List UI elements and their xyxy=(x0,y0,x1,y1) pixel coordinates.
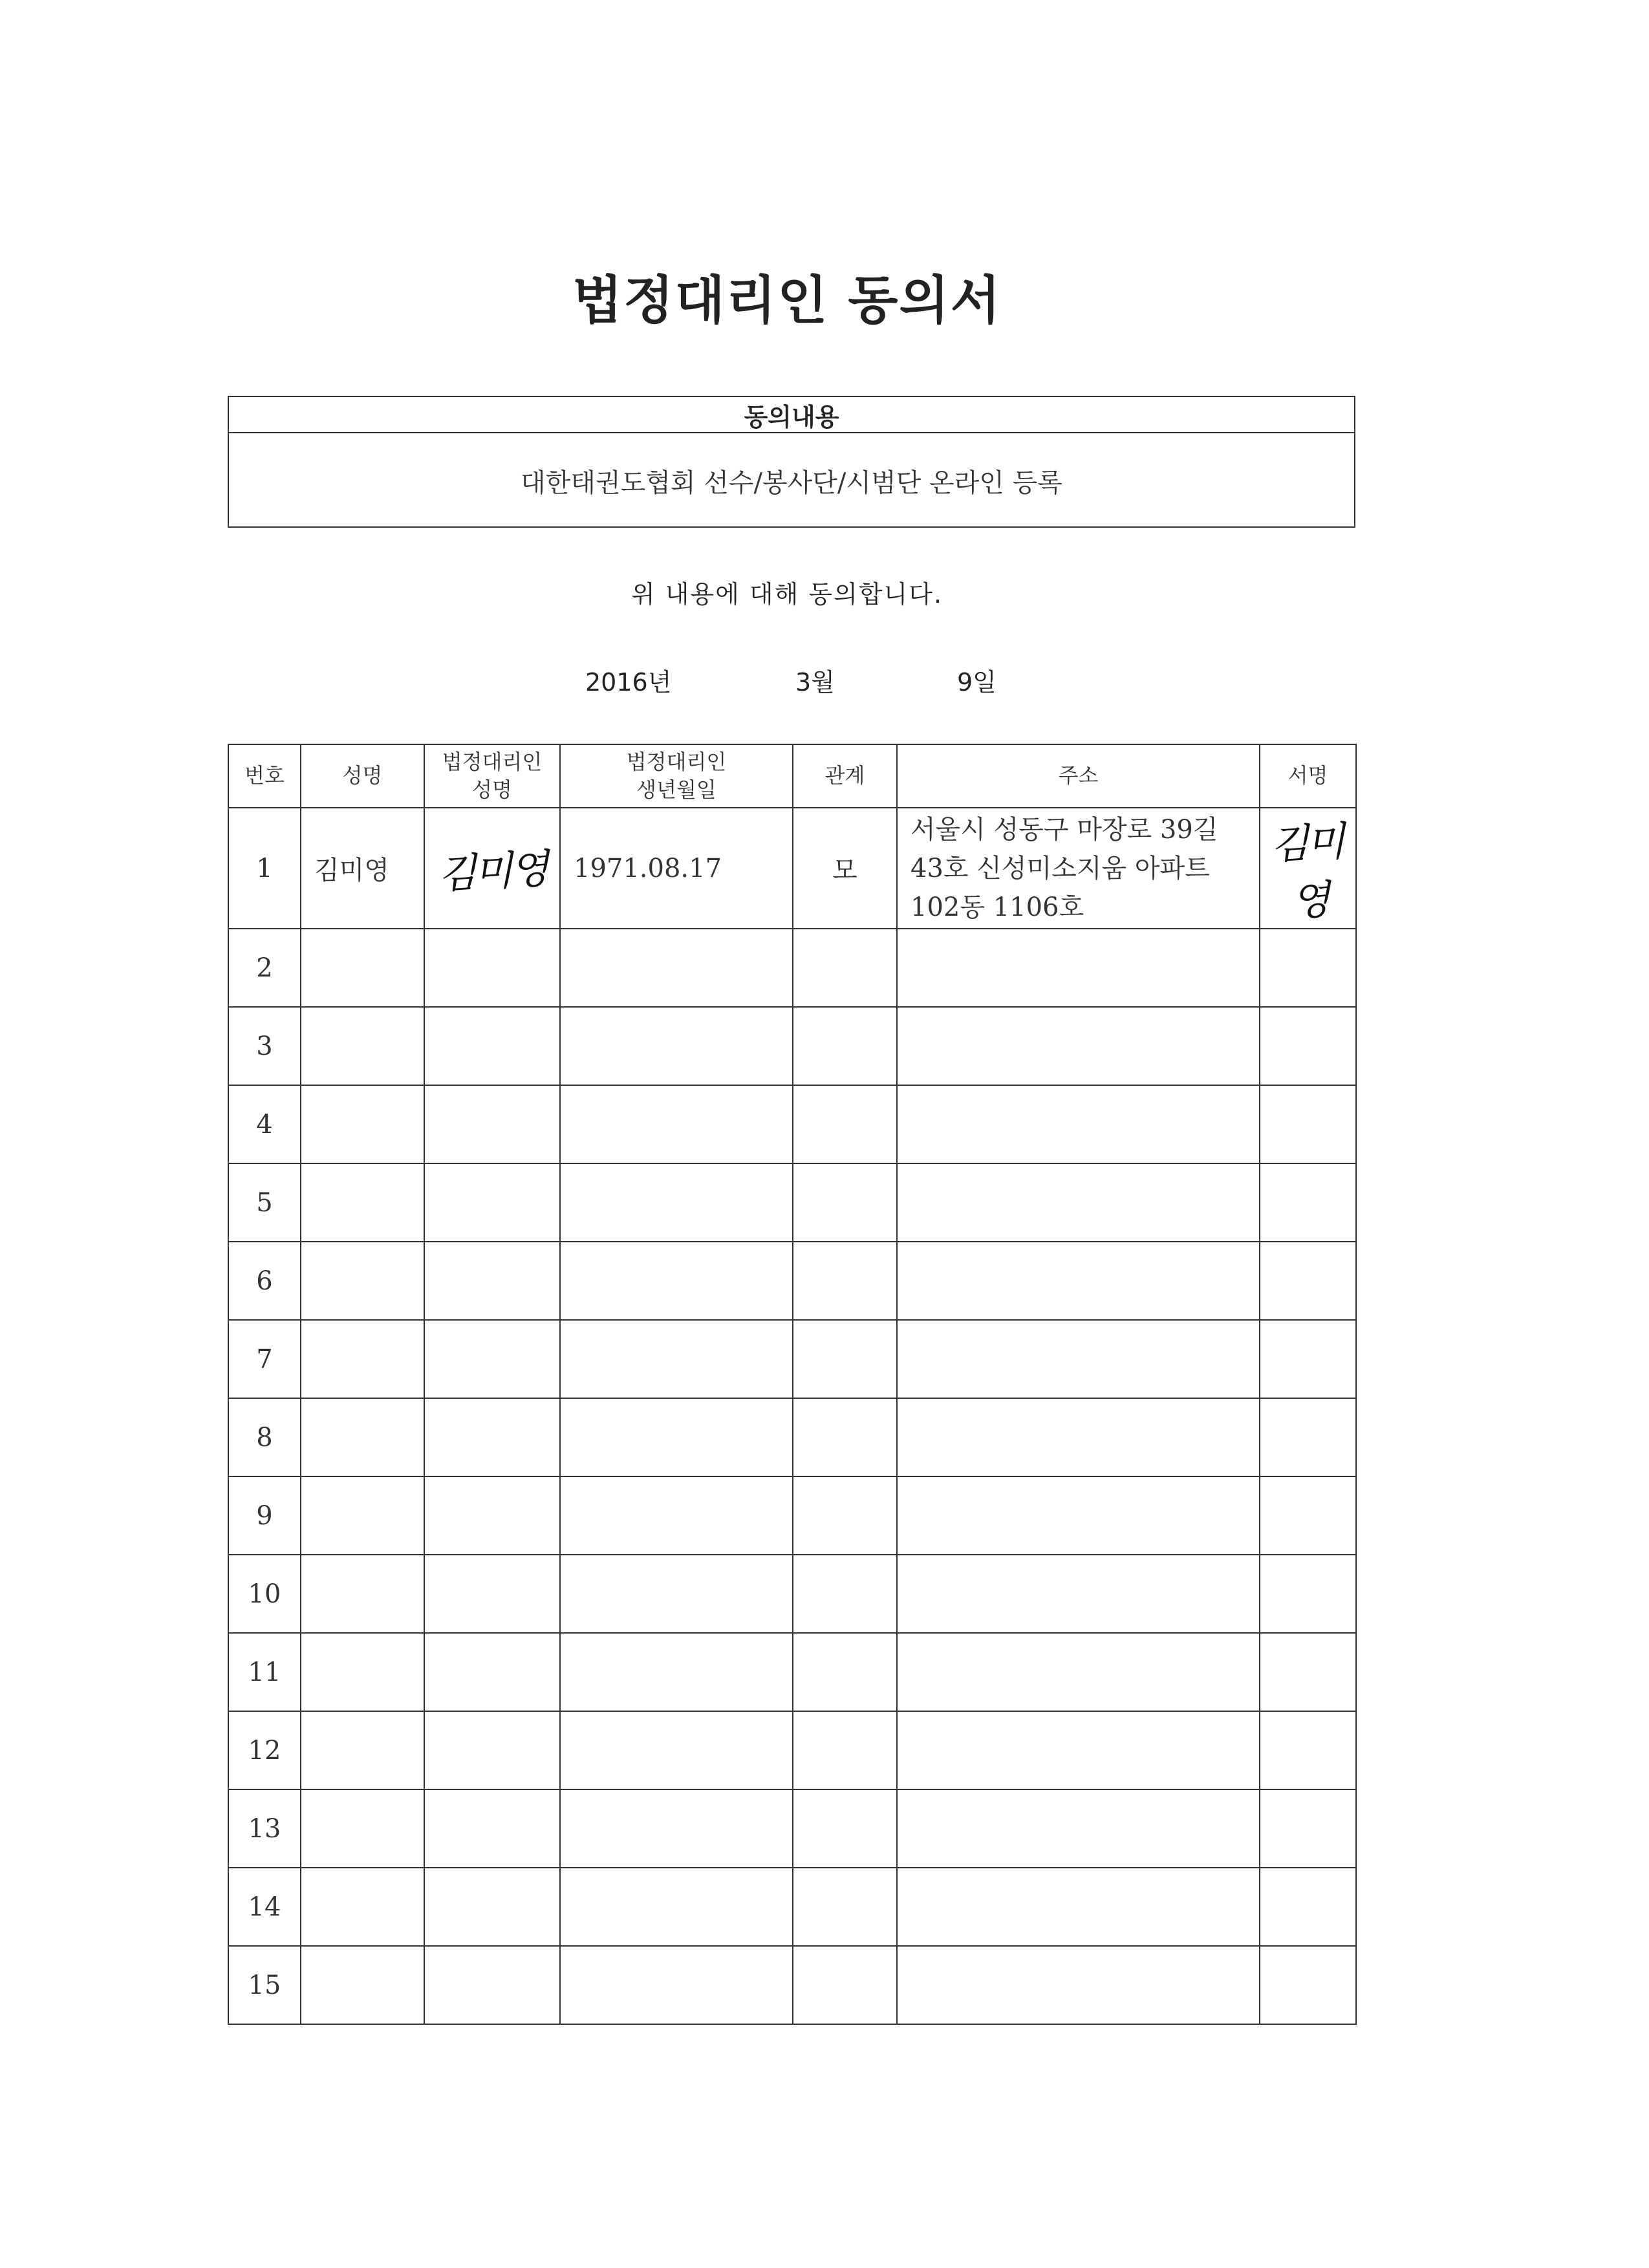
row-rep-dob xyxy=(560,929,793,1007)
row-name xyxy=(301,1007,424,1085)
row-number: 13 xyxy=(228,1789,301,1868)
row-rep-dob xyxy=(560,1242,793,1320)
row-signature xyxy=(1260,1398,1356,1476)
row-number: 5 xyxy=(228,1163,301,1242)
header-rep-name-line2: 성명 xyxy=(472,777,512,802)
row-name xyxy=(301,1711,424,1789)
row-name xyxy=(301,1085,424,1163)
row-name xyxy=(301,1476,424,1555)
row-rep-dob xyxy=(560,1868,793,1946)
row-number: 12 xyxy=(228,1711,301,1789)
header-signature: 서명 xyxy=(1260,744,1356,808)
consent-content: 대한태권도협회 선수/봉사단/시범단 온라인 등록 xyxy=(521,468,1062,498)
row-number: 14 xyxy=(228,1868,301,1946)
header-name: 성명 xyxy=(301,744,424,808)
row-number: 11 xyxy=(228,1633,301,1711)
row-address xyxy=(897,1163,1260,1242)
row-relation xyxy=(793,1946,897,2024)
header-number: 번호 xyxy=(228,744,301,808)
row-rep-name xyxy=(424,1163,560,1242)
row-address xyxy=(897,1633,1260,1711)
row-rep-name xyxy=(424,1320,560,1398)
row-address xyxy=(897,1868,1260,1946)
row-address xyxy=(897,1242,1260,1320)
date-month: 3월 xyxy=(795,668,835,697)
table-row xyxy=(228,1868,1356,1946)
row-rep-name xyxy=(424,1946,560,2024)
row-address xyxy=(897,929,1260,1007)
header-rep-dob-line1: 법정대리인 xyxy=(626,749,727,774)
row-address xyxy=(897,1085,1260,1163)
row-name xyxy=(301,1633,424,1711)
header-address: 주소 xyxy=(897,744,1260,808)
table-row xyxy=(228,1398,1356,1476)
row-relation xyxy=(793,1398,897,1476)
table-header-row xyxy=(228,744,1356,808)
row-address xyxy=(897,1789,1260,1868)
agreement-statement: 위 내용에 대해 동의합니다. xyxy=(630,580,943,609)
row-number: 6 xyxy=(228,1242,301,1320)
row-name xyxy=(301,1320,424,1398)
table-row xyxy=(228,1085,1356,1163)
row-relation xyxy=(793,1711,897,1789)
row-address xyxy=(897,1946,1260,2024)
row-relation xyxy=(793,929,897,1007)
row-signature xyxy=(1260,1633,1356,1711)
address-line3: 102동 1106호 xyxy=(911,892,1084,922)
table-row xyxy=(228,1789,1356,1868)
table-row xyxy=(228,1163,1356,1242)
row-name xyxy=(301,1789,424,1868)
row-name: 김미영 xyxy=(301,808,424,929)
row-rep-name xyxy=(424,1398,560,1476)
row-rep-name xyxy=(424,1085,560,1163)
header-rep-name-line1: 법정대리인 xyxy=(442,749,543,774)
row-rep-name xyxy=(424,1789,560,1868)
row-name xyxy=(301,1868,424,1946)
row-address xyxy=(897,1007,1260,1085)
row-rep-name xyxy=(424,929,560,1007)
row-number: 7 xyxy=(228,1320,301,1398)
header-rep-dob xyxy=(560,744,793,808)
row-signature xyxy=(1260,1868,1356,1946)
row-relation xyxy=(793,1163,897,1242)
row-rep-dob xyxy=(560,1789,793,1868)
consent-header: 동의내용 xyxy=(229,397,1354,433)
row-name xyxy=(301,1242,424,1320)
row-name xyxy=(301,1946,424,2024)
row-rep-dob: 1971.08.17 xyxy=(560,808,793,929)
table-row xyxy=(228,1711,1356,1789)
row-rep-name xyxy=(424,1868,560,1946)
row-number: 10 xyxy=(228,1555,301,1633)
consent-box xyxy=(228,396,1355,528)
row-rep-dob xyxy=(560,1555,793,1633)
row-signature xyxy=(1260,1946,1356,2024)
row-signature xyxy=(1260,1163,1356,1242)
row-name xyxy=(301,929,424,1007)
row-rep-dob xyxy=(560,1007,793,1085)
row-rep-name xyxy=(424,1633,560,1711)
address-line2: 43호 신성미소지움 아파트 xyxy=(911,853,1210,883)
row-name xyxy=(301,1555,424,1633)
row-number: 8 xyxy=(228,1398,301,1476)
row-signature xyxy=(1260,1320,1356,1398)
row-relation: 모 xyxy=(793,808,897,929)
row-number: 3 xyxy=(228,1007,301,1085)
row-rep-name xyxy=(424,1711,560,1789)
date-day: 9일 xyxy=(957,668,997,697)
row-number: 4 xyxy=(228,1085,301,1163)
row-rep-name xyxy=(424,1555,560,1633)
row-rep-dob xyxy=(560,1398,793,1476)
header-rep-dob-line2: 생년월일 xyxy=(636,777,717,802)
row-number: 2 xyxy=(228,929,301,1007)
row-rep-dob xyxy=(560,1320,793,1398)
row-number: 15 xyxy=(228,1946,301,2024)
row-signature xyxy=(1260,1555,1356,1633)
row-relation xyxy=(793,1476,897,1555)
table-row xyxy=(228,1946,1356,2024)
row-rep-dob xyxy=(560,1476,793,1555)
row-address xyxy=(897,808,1260,929)
row-relation xyxy=(793,1633,897,1711)
row-rep-name xyxy=(424,1007,560,1085)
row-signature xyxy=(1260,1085,1356,1163)
row-rep-dob xyxy=(560,1633,793,1711)
table-row xyxy=(228,1476,1356,1555)
row-rep-dob xyxy=(560,1946,793,2024)
row-address xyxy=(897,1476,1260,1555)
row-number: 9 xyxy=(228,1476,301,1555)
row-relation xyxy=(793,1007,897,1085)
row-signature xyxy=(1260,808,1356,929)
row-signature xyxy=(1260,1711,1356,1789)
table-row xyxy=(228,1242,1356,1320)
row-signature xyxy=(1260,929,1356,1007)
row-signature xyxy=(1260,1789,1356,1868)
row-relation xyxy=(793,1789,897,1868)
header-rep-name xyxy=(424,744,560,808)
row-rep-name xyxy=(424,808,560,929)
document-title: 법정대리인 동의서 xyxy=(572,270,1002,330)
row-relation xyxy=(793,1868,897,1946)
date-year: 2016년 xyxy=(585,668,672,697)
row-name xyxy=(301,1163,424,1242)
row-number: 1 xyxy=(228,808,301,929)
row-relation xyxy=(793,1085,897,1163)
rep-name-signature: 김미영 xyxy=(436,845,548,898)
table-row xyxy=(228,1007,1356,1085)
row-signature xyxy=(1260,1007,1356,1085)
row-rep-dob xyxy=(560,1163,793,1242)
table-row xyxy=(228,1320,1356,1398)
row-signature xyxy=(1260,1476,1356,1555)
row-address xyxy=(897,1555,1260,1633)
address-line1: 서울시 성동구 마장로 39길 xyxy=(911,814,1218,845)
header-relation: 관계 xyxy=(793,744,897,808)
table-row xyxy=(228,808,1356,929)
row-rep-dob xyxy=(560,1711,793,1789)
row-name xyxy=(301,1398,424,1476)
table-row xyxy=(228,929,1356,1007)
row-signature xyxy=(1260,1242,1356,1320)
row-address xyxy=(897,1711,1260,1789)
table-row xyxy=(228,1633,1356,1711)
row-rep-dob xyxy=(560,1085,793,1163)
row-rep-name xyxy=(424,1242,560,1320)
row-relation xyxy=(793,1320,897,1398)
row-rep-name xyxy=(424,1476,560,1555)
row-relation xyxy=(793,1242,897,1320)
table-row xyxy=(228,1555,1356,1633)
representative-table xyxy=(228,744,1357,2025)
handwritten-signature: 김미영 xyxy=(1269,817,1344,925)
row-address xyxy=(897,1398,1260,1476)
row-address xyxy=(897,1320,1260,1398)
row-relation xyxy=(793,1555,897,1633)
